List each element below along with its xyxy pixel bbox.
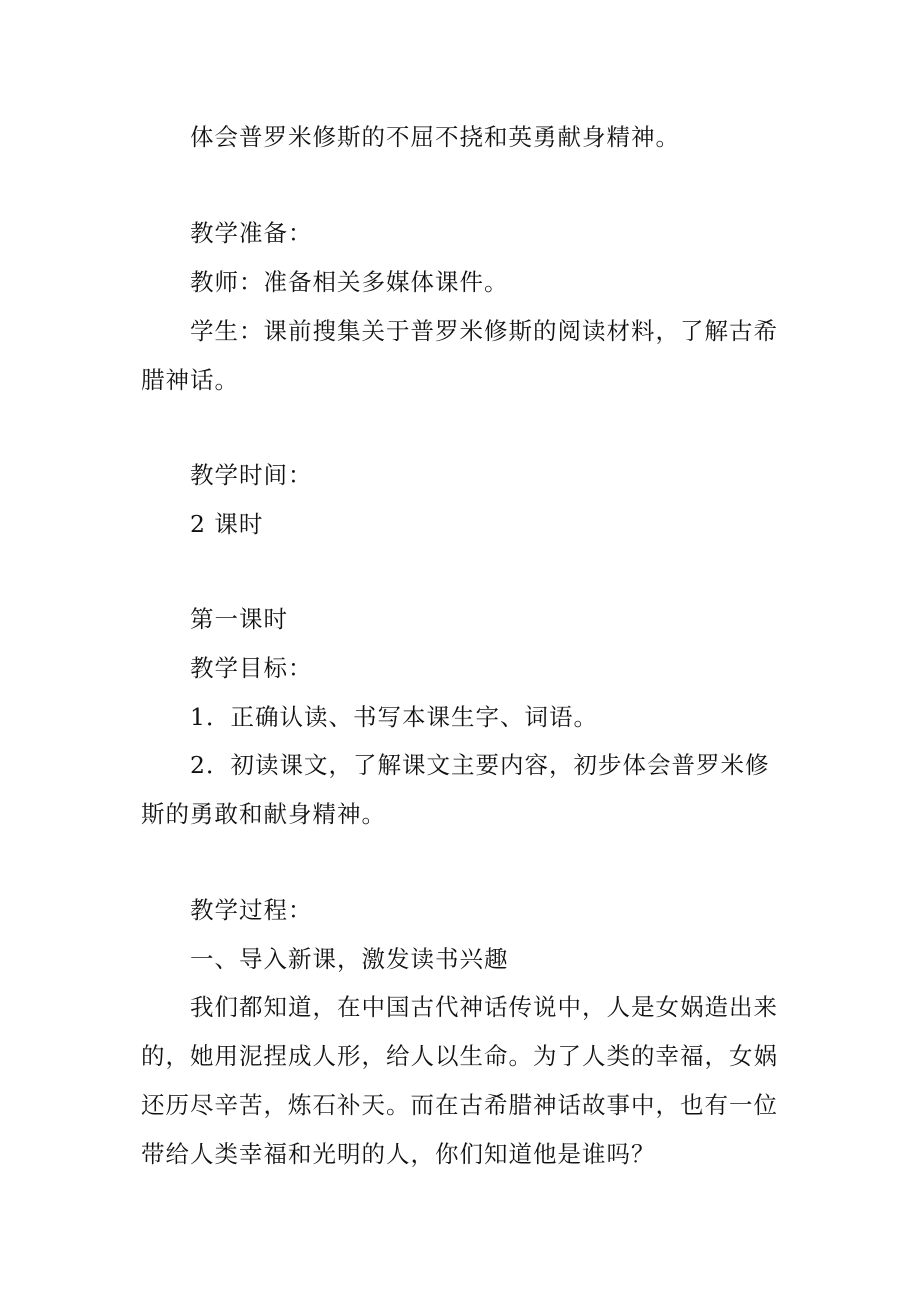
prep-heading: 教学准备： [190, 219, 313, 247]
intro-story-line-2: 的，她用泥捏成人形，给人以生命。为了人类的幸福，女娲 [141, 1042, 778, 1070]
prep-student-line-1: 学生：课前搜集关于普罗米修斯的阅读材料，了解古希 [190, 317, 778, 345]
intro-story-line-4: 带给人类幸福和光明的人，你们知道他是谁吗？ [141, 1140, 656, 1168]
prep-teacher-line: 教师：准备相关多媒体课件。 [190, 268, 509, 296]
lesson-title: 第一课时 [190, 605, 288, 633]
goal-2-line-2: 斯的勇敢和献身精神。 [141, 800, 386, 828]
intro-paragraph: 体会普罗米修斯的不屈不挠和英勇献身精神。 [190, 123, 680, 151]
goals-heading: 教学目标： [190, 654, 313, 682]
time-value: 2 课时 [190, 510, 264, 538]
process-heading: 教学过程： [190, 896, 313, 924]
time-heading: 教学时间： [190, 461, 313, 489]
prep-student-line-2: 腊神话。 [141, 366, 239, 394]
goal-1: 1．正确认读、书写本课生字、词语。 [190, 703, 598, 731]
intro-story-line-3: 还历尽辛苦，炼石补天。而在古希腊神话故事中，也有一位 [141, 1091, 778, 1119]
step-1-title: 一、导入新课，激发读书兴趣 [190, 945, 509, 973]
intro-story-line-1: 我们都知道，在中国古代神话传说中，人是女娲造出来 [190, 993, 778, 1021]
goal-2-line-1: 2．初读课文，了解课文主要内容，初步体会普罗米修 [190, 751, 770, 779]
